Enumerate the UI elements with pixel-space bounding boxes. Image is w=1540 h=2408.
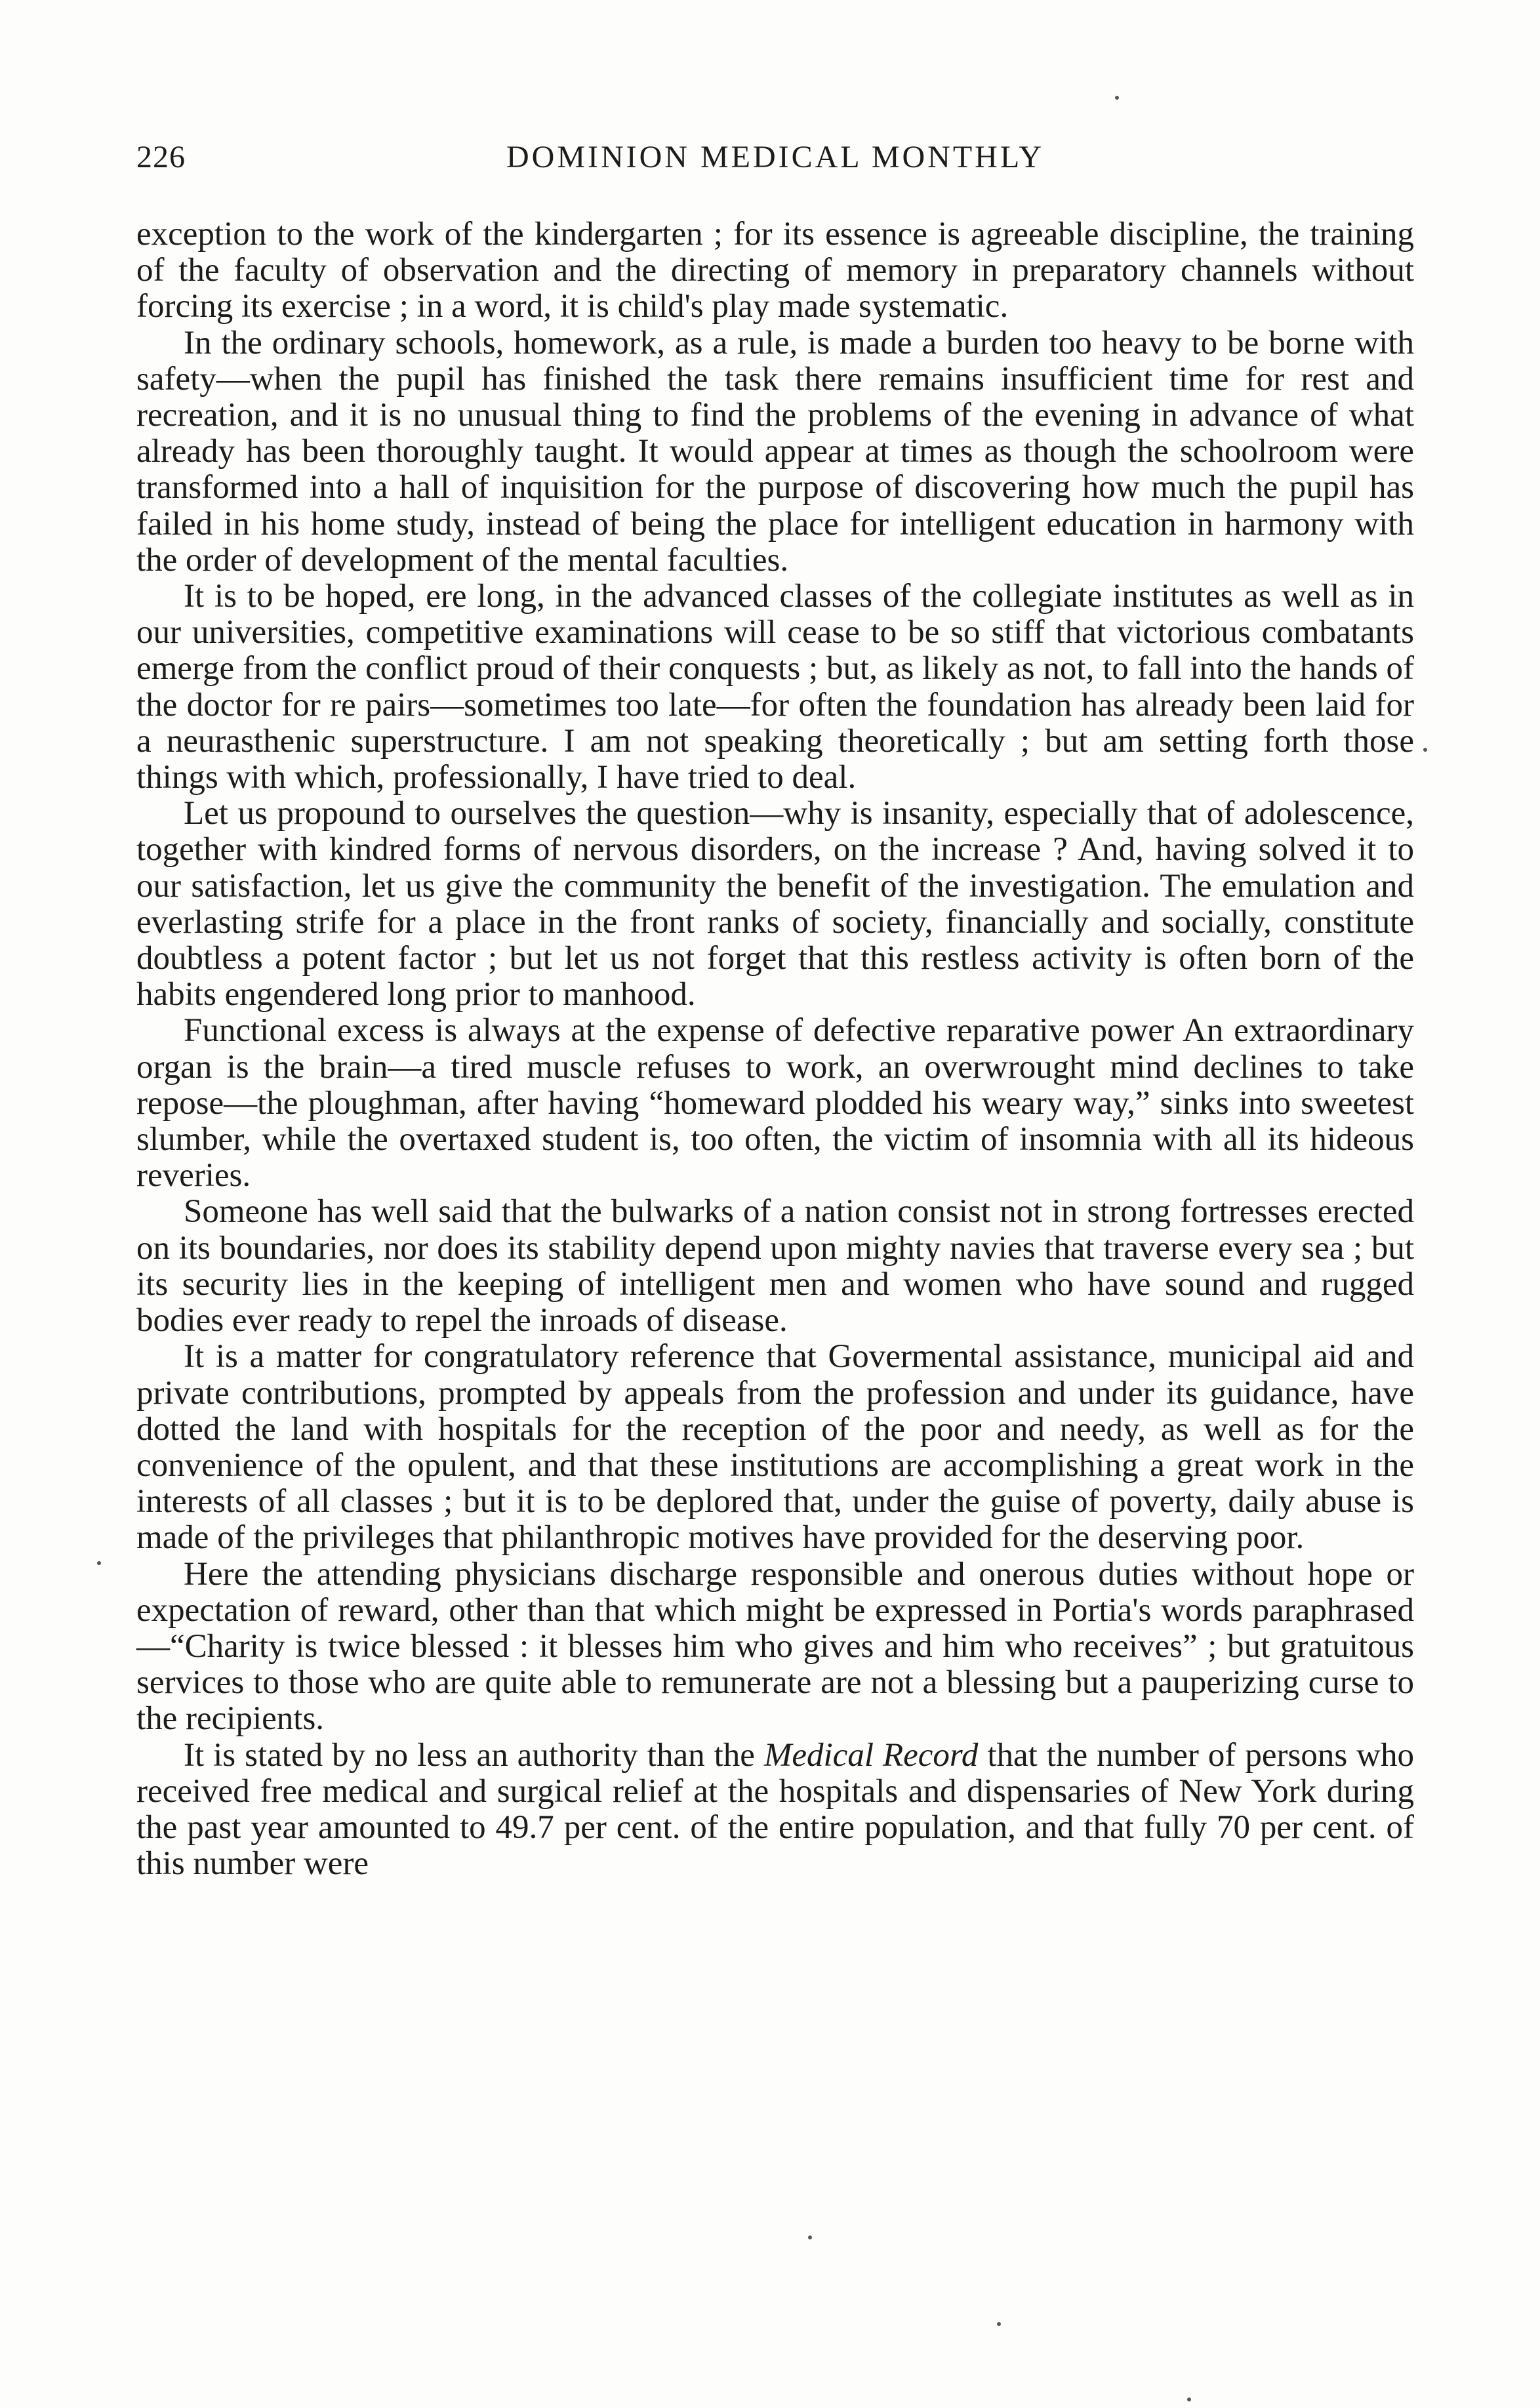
running-head: [136, 138, 1414, 190]
paragraph-9-text-after: that the number of persons who received free medical and surgical relief at the hospitals and dispensaries of New York during the past year amounted to 49.7 per cent. of the entire population, and that fully 70 per cent. of this number were: [136, 1736, 1414, 1883]
scan-speck: [1423, 748, 1427, 752]
paragraph-2: In the ordinary schools, homework, as a rule, is made a burden too heavy to be borne with safety—when the pupil has finished the task there remains insufficient time for rest and recreation, and it is no unusual thing to find the problems of the evening in advance of what already has been thoroughly taught. It would appear at times as though the schoolroom were transformed into a hall of inquisition for the purpose of discovering how much the pupil has failed in his home study, instead of being the place for intelligent education in harmony with the order of development of the mental faculties.: [136, 324, 1414, 579]
paragraph-9: [136, 1738, 1414, 1883]
paragraph-4: Let us propound to ourselves the question—why is insanity, especially that of adolescence, together with kindred forms of nervous disorders, on the increase ? And, having solved it to our satisfaction, let us give the community the benefit of the investigation. The emulation and everlasting strife for a place in the front ranks of society, financially and socially, constitute doubtless a potent factor ; but let us not forget that this restless activity is often born of the habits engendered long prior to manhood.: [136, 795, 1414, 1013]
article-body: [136, 216, 1414, 1882]
paragraph-8: Here the attending physicians discharge responsible and onerous duties without hope or expectation of reward, other than that which might be expressed in Portia's words paraphrased—“Charity is twice blessed : it blesses him who gives and him who receives” ; but gratuitous services to those who are quite able to remunerate are not a blessing but a pauperizing curse to the recipients.: [136, 1555, 1414, 1738]
paragraph-6: Someone has well said that the bulwarks of a nation consist not in strong fortresses erected on its boundaries, nor does its stability depend upon mighty navies that traverse every sea ; but its security lies in the keeping of intelligent men and women who have sound and rugged bodies ever ready to repel the inroads of disease.: [136, 1193, 1414, 1339]
scan-speck: [1187, 2398, 1191, 2401]
paragraph-9-text-before: It is stated by no less an authority than the: [184, 1736, 764, 1774]
scan-speck: [1115, 96, 1119, 100]
scan-speck: [997, 2322, 1001, 2326]
paragraph-1: exception to the work of the kindergarten ; for its essence is agreeable discipline, the training of the faculty of observation and the directing of memory in preparatory channels without forcing its exercise ; in a word, it is child's play made systematic.: [136, 216, 1414, 325]
paragraph-3: It is to be hoped, ere long, in the advanced classes of the collegiate institutes as well as in our universities, competitive examinations will cease to be so stiff that victorious combatants emerge from the conflict proud of their conquests ; but, as likely as not, to fall into the hands of the doctor for re pairs—sometimes too late—for often the foundation has already been laid for a neurasthenic superstructure. I am not speaking theoretically ; but am setting forth those things with which, professionally, I have tried to deal.: [136, 578, 1414, 796]
scan-speck: [97, 1561, 101, 1565]
paragraph-5: Functional excess is always at the expense of defective reparative power An extraordinary organ is the brain—a tired muscle refuses to work, an overwrought mind declines to take repose—the ploughman, after having “homeward plodded his weary way,” sinks into sweetest slumber, while the overtaxed student is, too often, the victim of insomnia with all its hideous reveries.: [136, 1012, 1414, 1194]
medical-record-citation: Medical Record: [763, 1736, 979, 1774]
journal-title: DOMINION MEDICAL MONTHLY: [506, 140, 1044, 174]
paragraph-7: It is a matter for congratulatory reference that Govermental assistance, municipal aid and private contributions, prompted by appeals from the profession and under its guidance, have dotted the land with hospitals for the reception of the poor and needy, as well as for the convenience of the opulent, and that these institutions are accomplishing a great work in the interests of all classes ; but it is to be deplored that, under the guise of poverty, daily abuse is made of the privileges that philanthropic motives have provided for the deserving poor.: [136, 1338, 1414, 1557]
scan-speck: [808, 2235, 812, 2239]
page-number: 226: [136, 140, 186, 174]
